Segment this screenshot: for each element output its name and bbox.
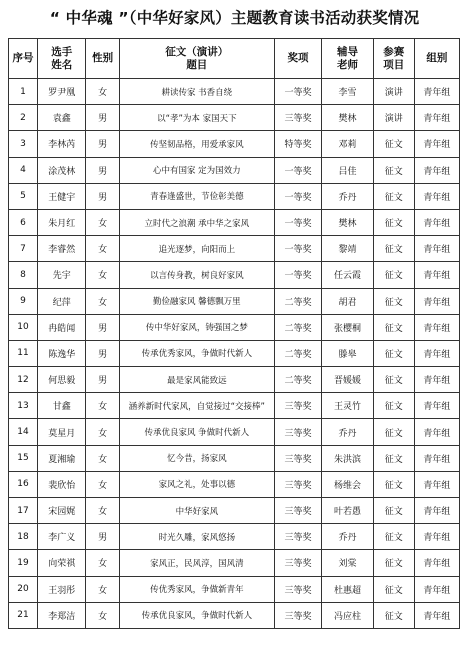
cell-title: 时光久雕，家风悠扬 [119, 524, 274, 550]
cell-gender: 女 [86, 576, 119, 602]
cell-gender: 女 [86, 550, 119, 576]
cell-title: 传承优良家风 争做时代新人 [119, 419, 274, 445]
cell-teacher: 刘棠 [322, 550, 374, 576]
cell-item: 征文 [373, 419, 414, 445]
cell-item: 征文 [373, 236, 414, 262]
cell-item: 征文 [373, 393, 414, 419]
cell-award: 一等奖 [274, 236, 321, 262]
cell-gender: 女 [86, 602, 119, 628]
cell-teacher: 晋媛媛 [322, 367, 374, 393]
cell-gender: 男 [86, 524, 119, 550]
cell-title: 以言传身教，树良好家风 [119, 262, 274, 288]
cell-gender: 男 [86, 340, 119, 366]
cell-award: 三等奖 [274, 550, 321, 576]
cell-gender: 女 [86, 209, 119, 235]
cell-gender: 男 [86, 314, 119, 340]
cell-group: 青年组 [414, 471, 459, 497]
cell-group: 青年组 [414, 157, 459, 183]
cell-award: 三等奖 [274, 524, 321, 550]
cell-teacher: 李雪 [322, 79, 374, 105]
cell-name: 向荣祺 [38, 550, 86, 576]
cell-item: 征文 [373, 209, 414, 235]
cell-index: 16 [9, 471, 38, 497]
cell-index: 9 [9, 288, 38, 314]
cell-index: 20 [9, 576, 38, 602]
cell-name: 冉皓闻 [38, 314, 86, 340]
cell-title: 涵养新时代家风，自觉接过“交接棒” [119, 393, 274, 419]
cell-award: 三等奖 [274, 498, 321, 524]
cell-group: 青年组 [414, 524, 459, 550]
awards-table [8, 38, 460, 629]
header-index: 序号 [9, 39, 38, 79]
cell-title: 立时代之浪潮 承中华之家风 [119, 209, 274, 235]
cell-index: 6 [9, 209, 38, 235]
cell-gender: 男 [86, 105, 119, 131]
cell-group: 青年组 [414, 576, 459, 602]
table-row [9, 445, 460, 471]
table-row [9, 262, 460, 288]
cell-name: 李睿然 [38, 236, 86, 262]
cell-gender: 男 [86, 157, 119, 183]
cell-title: 传承优秀家风，争做时代新人 [119, 340, 274, 366]
cell-teacher: 杨维会 [322, 471, 374, 497]
cell-teacher: 王灵竹 [322, 393, 374, 419]
cell-title: 传承优良家风，争做时代新人 [119, 602, 274, 628]
table-row [9, 524, 460, 550]
header-name: 选手 姓名 [38, 39, 86, 79]
cell-teacher: 胡君 [322, 288, 374, 314]
cell-title: 忆今昔，扬家风 [119, 445, 274, 471]
cell-item: 征文 [373, 602, 414, 628]
cell-item: 征文 [373, 524, 414, 550]
cell-title: 家风之礼，处事以德 [119, 471, 274, 497]
cell-item: 征文 [373, 550, 414, 576]
cell-index: 3 [9, 131, 38, 157]
cell-group: 青年组 [414, 79, 459, 105]
cell-teacher: 任云霞 [322, 262, 374, 288]
cell-name: 李林芮 [38, 131, 86, 157]
cell-item: 征文 [373, 471, 414, 497]
cell-group: 青年组 [414, 183, 459, 209]
cell-gender: 女 [86, 262, 119, 288]
cell-group: 青年组 [414, 393, 459, 419]
cell-group: 青年组 [414, 602, 459, 628]
header-teacher: 辅导 老师 [322, 39, 374, 79]
cell-index: 1 [9, 79, 38, 105]
cell-teacher: 张樱桐 [322, 314, 374, 340]
cell-group: 青年组 [414, 288, 459, 314]
cell-title: 以“孝”为本 家国天下 [119, 105, 274, 131]
cell-item: 征文 [373, 262, 414, 288]
cell-index: 2 [9, 105, 38, 131]
cell-award: 特等奖 [274, 131, 321, 157]
cell-teacher: 乔丹 [322, 524, 374, 550]
cell-title: 耕读传家 书香自绕 [119, 79, 274, 105]
table-row [9, 419, 460, 445]
cell-teacher: 叶若愚 [322, 498, 374, 524]
cell-index: 21 [9, 602, 38, 628]
cell-award: 一等奖 [274, 209, 321, 235]
cell-name: 莫星月 [38, 419, 86, 445]
cell-gender: 女 [86, 288, 119, 314]
cell-award: 三等奖 [274, 576, 321, 602]
cell-index: 8 [9, 262, 38, 288]
cell-gender: 女 [86, 79, 119, 105]
table-row [9, 498, 460, 524]
cell-award: 三等奖 [274, 393, 321, 419]
cell-title: 心中有国家 定为国效力 [119, 157, 274, 183]
cell-index: 11 [9, 340, 38, 366]
cell-title: 传优秀家风，争做新青年 [119, 576, 274, 602]
page-title: “ 中华魂 ”（中华好家风）主题教育读书活动获奖情况 [49, 9, 420, 27]
cell-name: 何思毅 [38, 367, 86, 393]
table-row [9, 236, 460, 262]
cell-name: 罗尹凰 [38, 79, 86, 105]
cell-gender: 女 [86, 445, 119, 471]
cell-teacher: 樊林 [322, 209, 374, 235]
cell-award: 二等奖 [274, 288, 321, 314]
cell-award: 三等奖 [274, 445, 321, 471]
cell-name: 朱月红 [38, 209, 86, 235]
cell-index: 10 [9, 314, 38, 340]
cell-award: 三等奖 [274, 471, 321, 497]
cell-award: 三等奖 [274, 105, 321, 131]
cell-group: 青年组 [414, 105, 459, 131]
header-group: 组别 [414, 39, 459, 79]
cell-index: 5 [9, 183, 38, 209]
cell-item: 征文 [373, 157, 414, 183]
cell-gender: 女 [86, 393, 119, 419]
table-row [9, 393, 460, 419]
cell-item: 征文 [373, 576, 414, 602]
cell-group: 青年组 [414, 314, 459, 340]
cell-group: 青年组 [414, 236, 459, 262]
cell-award: 一等奖 [274, 262, 321, 288]
cell-index: 18 [9, 524, 38, 550]
cell-gender: 男 [86, 367, 119, 393]
cell-gender: 女 [86, 498, 119, 524]
cell-item: 演讲 [373, 79, 414, 105]
cell-name: 先宇 [38, 262, 86, 288]
cell-group: 青年组 [414, 262, 459, 288]
cell-award: 三等奖 [274, 602, 321, 628]
cell-gender: 男 [86, 183, 119, 209]
cell-name: 涂茂林 [38, 157, 86, 183]
cell-name: 袁鑫 [38, 105, 86, 131]
header-gender: 性别 [86, 39, 119, 79]
table-row [9, 550, 460, 576]
cell-title: 家风正，民风淳，国风清 [119, 550, 274, 576]
cell-teacher: 乔丹 [322, 183, 374, 209]
cell-award: 一等奖 [274, 183, 321, 209]
cell-group: 青年组 [414, 131, 459, 157]
cell-teacher: 杜惠超 [322, 576, 374, 602]
table-row [9, 602, 460, 628]
cell-index: 13 [9, 393, 38, 419]
cell-group: 青年组 [414, 445, 459, 471]
cell-index: 14 [9, 419, 38, 445]
table-row [9, 314, 460, 340]
table-header-row [9, 39, 460, 79]
cell-item: 征文 [373, 288, 414, 314]
cell-gender: 女 [86, 471, 119, 497]
cell-index: 4 [9, 157, 38, 183]
cell-name: 李郑洁 [38, 602, 86, 628]
cell-index: 17 [9, 498, 38, 524]
cell-item: 征文 [373, 445, 414, 471]
cell-name: 王羽彤 [38, 576, 86, 602]
cell-award: 二等奖 [274, 340, 321, 366]
cell-group: 青年组 [414, 550, 459, 576]
cell-name: 纪萍 [38, 288, 86, 314]
cell-name: 宋园娓 [38, 498, 86, 524]
cell-item: 征文 [373, 367, 414, 393]
cell-index: 19 [9, 550, 38, 576]
cell-index: 12 [9, 367, 38, 393]
cell-gender: 女 [86, 419, 119, 445]
cell-title: 青春逢盛世，节俭彰美德 [119, 183, 274, 209]
cell-award: 三等奖 [274, 419, 321, 445]
table-row [9, 183, 460, 209]
cell-title: 传中华好家风，铸强国之梦 [119, 314, 274, 340]
cell-name: 李广义 [38, 524, 86, 550]
table-row [9, 79, 460, 105]
cell-name: 甘鑫 [38, 393, 86, 419]
cell-index: 15 [9, 445, 38, 471]
cell-title: 中华好家风 [119, 498, 274, 524]
cell-index: 7 [9, 236, 38, 262]
table-row [9, 105, 460, 131]
cell-title: 传坚韧品格，用爱承家风 [119, 131, 274, 157]
table-row [9, 471, 460, 497]
cell-title: 最是家风能致远 [119, 367, 274, 393]
cell-teacher: 黎靖 [322, 236, 374, 262]
cell-name: 王健宇 [38, 183, 86, 209]
cell-teacher: 吕佳 [322, 157, 374, 183]
cell-award: 一等奖 [274, 157, 321, 183]
cell-title: 追光逐梦，向阳而上 [119, 236, 274, 262]
cell-item: 演讲 [373, 105, 414, 131]
cell-gender: 女 [86, 236, 119, 262]
cell-award: 二等奖 [274, 314, 321, 340]
table-row [9, 367, 460, 393]
cell-gender: 男 [86, 131, 119, 157]
table-row [9, 131, 460, 157]
cell-group: 青年组 [414, 419, 459, 445]
header-title: 征文（演讲） 题目 [119, 39, 274, 79]
cell-item: 征文 [373, 131, 414, 157]
header-award: 奖项 [274, 39, 321, 79]
cell-item: 征文 [373, 340, 414, 366]
cell-award: 一等奖 [274, 79, 321, 105]
cell-item: 征文 [373, 314, 414, 340]
cell-item: 征文 [373, 498, 414, 524]
cell-teacher: 朱洪滨 [322, 445, 374, 471]
table-row [9, 209, 460, 235]
table-row [9, 288, 460, 314]
cell-group: 青年组 [414, 498, 459, 524]
table-row [9, 157, 460, 183]
header-item: 参赛 项目 [373, 39, 414, 79]
cell-teacher: 冯应柱 [322, 602, 374, 628]
cell-title: 勤俭融家风 馨德飘万里 [119, 288, 274, 314]
cell-name: 夏湘瑜 [38, 445, 86, 471]
table-row [9, 340, 460, 366]
cell-item: 征文 [373, 183, 414, 209]
cell-teacher: 邓莉 [322, 131, 374, 157]
cell-teacher: 樊林 [322, 105, 374, 131]
cell-teacher: 乔丹 [322, 419, 374, 445]
cell-group: 青年组 [414, 209, 459, 235]
cell-name: 陈逸华 [38, 340, 86, 366]
cell-award: 二等奖 [274, 367, 321, 393]
table-row [9, 576, 460, 602]
cell-teacher: 滕皋 [322, 340, 374, 366]
cell-group: 青年组 [414, 367, 459, 393]
cell-name: 裴欣怡 [38, 471, 86, 497]
cell-group: 青年组 [414, 340, 459, 366]
